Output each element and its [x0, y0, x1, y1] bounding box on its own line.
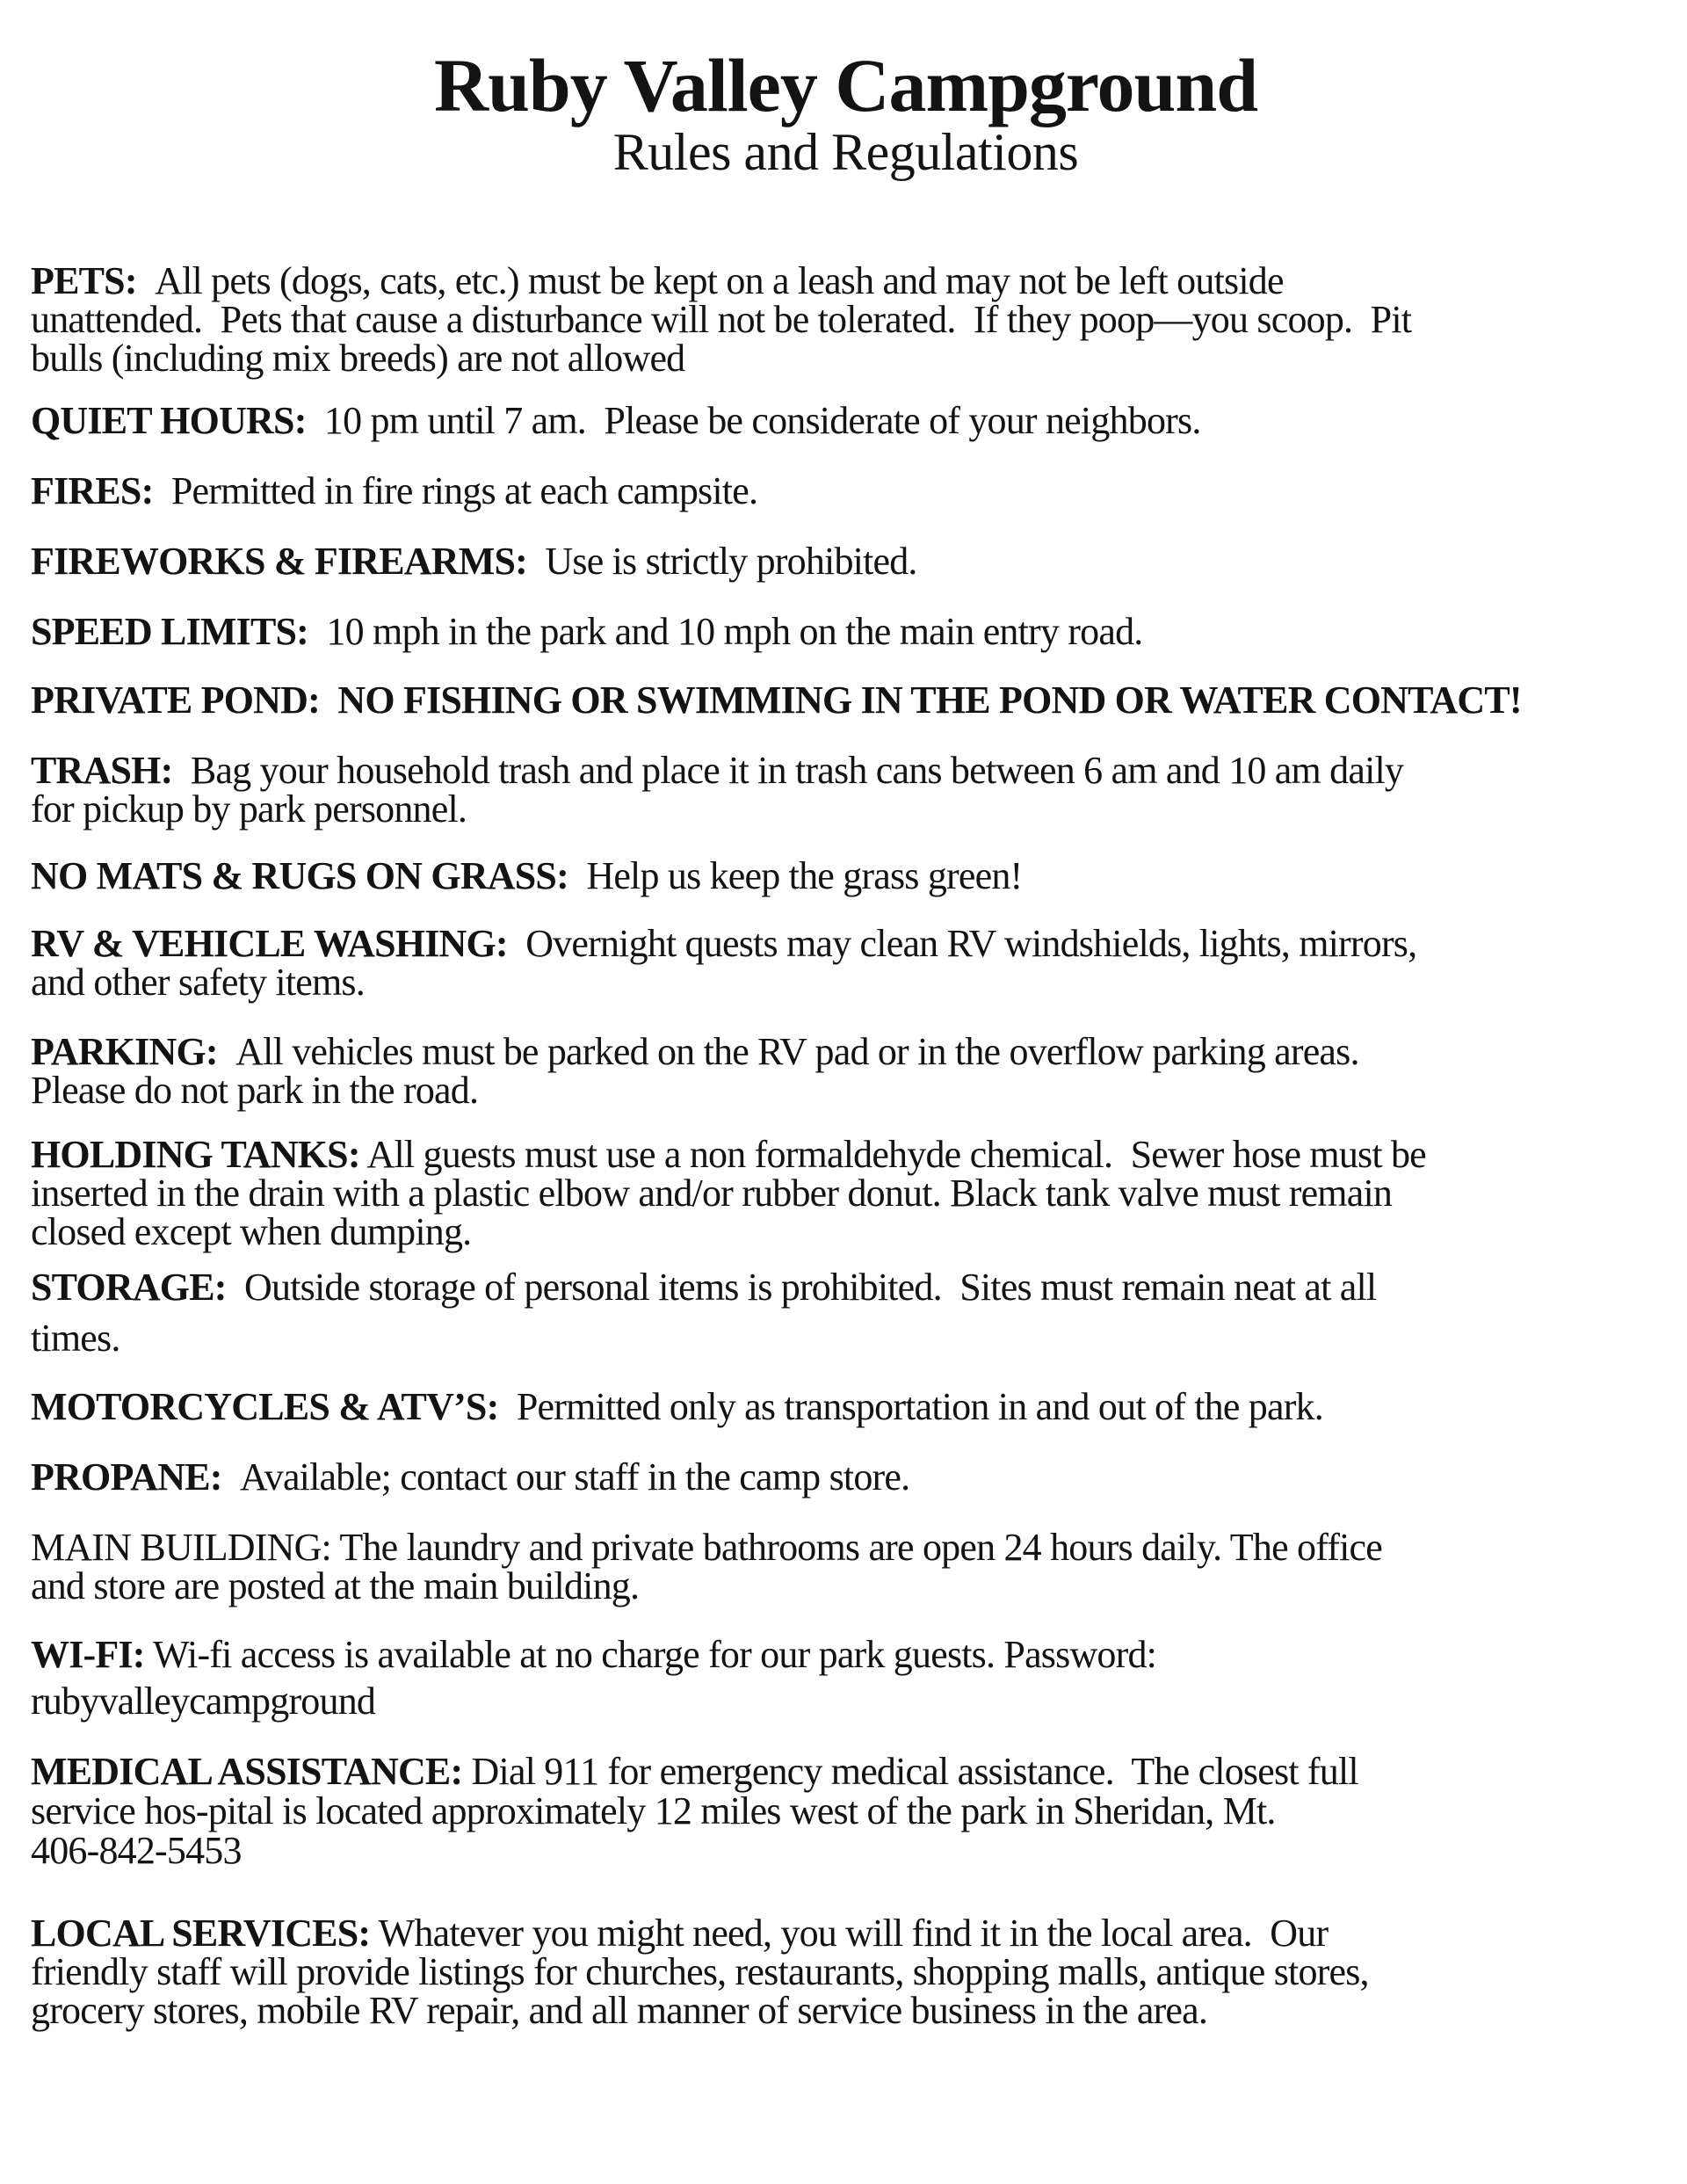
rule-line: Permitted only as transportation in and out of the park.: [507, 1385, 1323, 1428]
rule-paragraph: [31, 1631, 1661, 1724]
rule-paragraph: [31, 399, 1661, 442]
rule-line: service hos-pital is located approximately 12 miles west of the park in Sheridan, Mt.: [31, 1789, 1276, 1832]
rule-paragraph: [31, 1528, 1661, 1606]
rule-paragraph: [31, 1262, 1661, 1364]
rule-heading: MEDICAL ASSISTANCE:: [31, 1750, 463, 1793]
rule-heading: MAIN BUILDING:: [31, 1526, 331, 1569]
rule-line: 10 mph in the park and 10 mph on the main entry road.: [317, 610, 1143, 653]
rule-line: All pets (dogs, cats, etc.) must be kept on a leash and may not be left outside: [145, 259, 1284, 302]
rule-line: grocery stores, mobile RV repair, and all manner of service business in the area.: [31, 1989, 1208, 2032]
rule-heading: RV & VEHICLE WASHING:: [31, 922, 508, 965]
rule-line: closed except when dumping.: [31, 1210, 472, 1253]
rule-paragraph: [31, 854, 1661, 897]
rule-heading: PARKING:: [31, 1030, 218, 1073]
rule-text: [31, 259, 1411, 380]
rule-heading: PROPANE:: [31, 1455, 222, 1498]
rule-line: times.: [31, 1317, 120, 1360]
rule-text: [31, 1030, 1359, 1112]
rule-paragraph: [31, 678, 1661, 722]
rule-line: Overnight quests may clean RV windshields, lights, mirrors,: [517, 922, 1417, 965]
rule-paragraph: [31, 610, 1661, 653]
rule-heading: STORAGE:: [31, 1266, 227, 1309]
rule-paragraph: [31, 751, 1661, 829]
rule-paragraph: [31, 469, 1661, 512]
rule-paragraph: [31, 1752, 1661, 1870]
rule-line: rubyvalleycampground: [31, 1680, 376, 1723]
rule-line: All vehicles must be parked on the RV pad or in the overflow parking areas.: [226, 1030, 1359, 1073]
rule-heading: NO MATS & RUGS ON GRASS:: [31, 854, 568, 897]
rule-heading: WI-FI:: [31, 1633, 145, 1676]
rule-heading: LOCAL SERVICES:: [31, 1912, 371, 1955]
rule-paragraph: [31, 1133, 1661, 1253]
rule-line: 406-842-5453: [31, 1829, 242, 1872]
rule-paragraph: [31, 1385, 1661, 1428]
rule-heading: MOTORCYCLES & ATV’S:: [31, 1385, 499, 1428]
rule-line: Dial 911 for emergency medical assistance. The closest full: [471, 1750, 1358, 1793]
rules-list: [31, 259, 1661, 2032]
rule-heading: HOLDING TANKS:: [31, 1133, 360, 1176]
rule-text: [307, 399, 1201, 442]
rule-line: Outside storage of personal items is prohibited. Sites must remain neat at all: [235, 1266, 1377, 1309]
rule-line: Whatever you might need, you will find it in the local area. Our: [378, 1912, 1329, 1955]
rule-heading: FIREWORKS & FIREARMS:: [31, 540, 527, 583]
rule-line: and other safety items.: [31, 961, 365, 1004]
rule-line: Wi-fi access is available at no charge for our park guests. Password:: [153, 1633, 1157, 1676]
rule-heading: PRIVATE POND: NO FISHING OR SWIMMING IN THE POND OR WATER CONTACT!: [31, 678, 1522, 722]
page-title: Ruby Valley Campground: [433, 43, 1258, 127]
rule-heading: QUIET HOURS:: [31, 399, 307, 442]
rule-heading: FIRES:: [31, 469, 154, 512]
rule-text: [498, 1385, 1323, 1428]
rule-line: Help us keep the grass green!: [577, 854, 1023, 897]
rule-text: [527, 540, 917, 583]
rule-line: The laundry and private bathrooms are open 24 hours daily. The office: [339, 1526, 1382, 1569]
rule-text: [222, 1455, 910, 1498]
rule-heading: TRASH:: [31, 749, 173, 792]
rule-paragraph: [31, 922, 1661, 1004]
rule-line: inserted in the drain with a plastic elbow and/or rubber donut. Black tank valve must remain: [31, 1172, 1393, 1215]
rule-text: [31, 1633, 1156, 1723]
rule-text: [308, 610, 1142, 653]
rule-line: for pickup by park personnel.: [31, 787, 467, 831]
rule-paragraph: [31, 1030, 1661, 1112]
rule-text: [31, 749, 1403, 831]
rule-line: Available; contact our staff in the camp store.: [230, 1455, 910, 1498]
rule-line: Use is strictly prohibited.: [536, 540, 917, 583]
rule-line: Permitted in fire rings at each campsite.: [162, 469, 758, 512]
rule-heading: PETS:: [31, 259, 137, 302]
rule-heading: SPEED LIMITS:: [31, 610, 309, 653]
rule-paragraph: [31, 1914, 1661, 2030]
rule-line: Bag your household trash and place it in trash cans between 6 am and 10 am daily: [181, 749, 1404, 792]
rule-text: [31, 1266, 1376, 1360]
rule-paragraph: [31, 1455, 1661, 1498]
page-subtitle: Rules and Regulations: [612, 123, 1079, 181]
rule-line: bulls (including mix breeds) are not allowed: [31, 337, 685, 380]
rule-line: friendly staff will provide listings for churches, restaurants, shopping malls, antique stores,: [31, 1950, 1369, 1993]
rule-paragraph: [31, 542, 1661, 581]
rule-line: Please do not park in the road.: [31, 1069, 479, 1112]
rule-line: All guests must use a non formaldehyde chemical. Sewer hose must be: [366, 1133, 1426, 1176]
rule-line: unattended. Pets that cause a disturbance will not be tolerated. If they poop—you scoop. Pit: [31, 298, 1412, 341]
rule-paragraph: [31, 259, 1661, 380]
rule-line: and store are posted at the main building.: [31, 1564, 640, 1607]
rule-text: [153, 469, 757, 512]
rule-line: 10 pm until 7 am. Please be considerate of your neighbors.: [315, 399, 1201, 442]
rule-text: [568, 854, 1022, 897]
